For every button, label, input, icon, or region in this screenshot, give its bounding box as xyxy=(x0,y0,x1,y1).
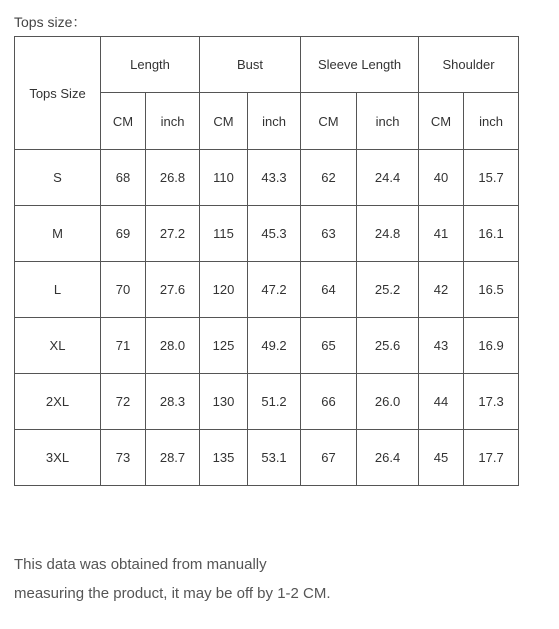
corner-header: Tops Size xyxy=(15,37,101,150)
table-cell: 51.2 xyxy=(248,374,301,430)
unit-header: CM xyxy=(101,93,146,150)
size-label: 3XL xyxy=(15,430,101,486)
table-cell: 27.2 xyxy=(146,206,200,262)
header-bust: Bust xyxy=(200,37,301,93)
table-cell: 27.6 xyxy=(146,262,200,318)
table-cell: 45.3 xyxy=(248,206,301,262)
table-cell: 17.3 xyxy=(464,374,519,430)
table-row xyxy=(15,206,519,262)
page-title: Tops size： xyxy=(14,14,87,30)
header-shoulder: Shoulder xyxy=(419,37,519,93)
table-cell: 26.0 xyxy=(357,374,419,430)
table-row xyxy=(15,374,519,430)
table-cell: 26.8 xyxy=(146,150,200,206)
table-cell: 120 xyxy=(200,262,248,318)
table-cell: 47.2 xyxy=(248,262,301,318)
table-cell: 41 xyxy=(419,206,464,262)
table-cell: 73 xyxy=(101,430,146,486)
table-cell: 70 xyxy=(101,262,146,318)
table-cell: 110 xyxy=(200,150,248,206)
note-line-1: This data was obtained from manually xyxy=(14,556,267,573)
table-cell: 24.4 xyxy=(357,150,419,206)
table-cell: 28.7 xyxy=(146,430,200,486)
table-cell: 63 xyxy=(301,206,357,262)
unit-header: CM xyxy=(301,93,357,150)
table-cell: 68 xyxy=(101,150,146,206)
table-cell: 25.2 xyxy=(357,262,419,318)
table-cell: 28.0 xyxy=(146,318,200,374)
table-cell: 24.8 xyxy=(357,206,419,262)
unit-header: inch xyxy=(146,93,200,150)
table-cell: 26.4 xyxy=(357,430,419,486)
table-cell: 71 xyxy=(101,318,146,374)
table-cell: 43.3 xyxy=(248,150,301,206)
table-cell: 66 xyxy=(301,374,357,430)
table-cell: 16.5 xyxy=(464,262,519,318)
table-cell: 42 xyxy=(419,262,464,318)
size-label: 2XL xyxy=(15,374,101,430)
table-cell: 40 xyxy=(419,150,464,206)
table-cell: 130 xyxy=(200,374,248,430)
table-row xyxy=(15,262,519,318)
header-row-groups xyxy=(15,37,519,93)
header-sleeve-length: Sleeve Length xyxy=(301,37,419,93)
table-cell: 115 xyxy=(200,206,248,262)
table-cell: 69 xyxy=(101,206,146,262)
table-cell: 44 xyxy=(419,374,464,430)
table-row xyxy=(15,430,519,486)
size-label: S xyxy=(15,150,101,206)
table-cell: 72 xyxy=(101,374,146,430)
table-cell: 62 xyxy=(301,150,357,206)
unit-header: inch xyxy=(357,93,419,150)
table-cell: 67 xyxy=(301,430,357,486)
unit-header: CM xyxy=(419,93,464,150)
table-cell: 65 xyxy=(301,318,357,374)
size-label: XL xyxy=(15,318,101,374)
table-cell: 17.7 xyxy=(464,430,519,486)
table-cell: 16.9 xyxy=(464,318,519,374)
table-cell: 53.1 xyxy=(248,430,301,486)
table-cell: 43 xyxy=(419,318,464,374)
measurement-note xyxy=(14,550,331,608)
table-cell: 125 xyxy=(200,318,248,374)
table-cell: 15.7 xyxy=(464,150,519,206)
unit-header: inch xyxy=(248,93,301,150)
note-line-2: measuring the product, it may be off by 1-2 CM. xyxy=(14,585,331,602)
table-cell: 64 xyxy=(301,262,357,318)
size-table xyxy=(14,36,519,486)
size-label: L xyxy=(15,262,101,318)
table-cell: 16.1 xyxy=(464,206,519,262)
table-cell: 28.3 xyxy=(146,374,200,430)
table-cell: 45 xyxy=(419,430,464,486)
table-cell: 135 xyxy=(200,430,248,486)
table-row xyxy=(15,150,519,206)
table-cell: 49.2 xyxy=(248,318,301,374)
unit-header: inch xyxy=(464,93,519,150)
header-length: Length xyxy=(101,37,200,93)
table-cell: 25.6 xyxy=(357,318,419,374)
unit-header: CM xyxy=(200,93,248,150)
size-label: M xyxy=(15,206,101,262)
table-row xyxy=(15,318,519,374)
